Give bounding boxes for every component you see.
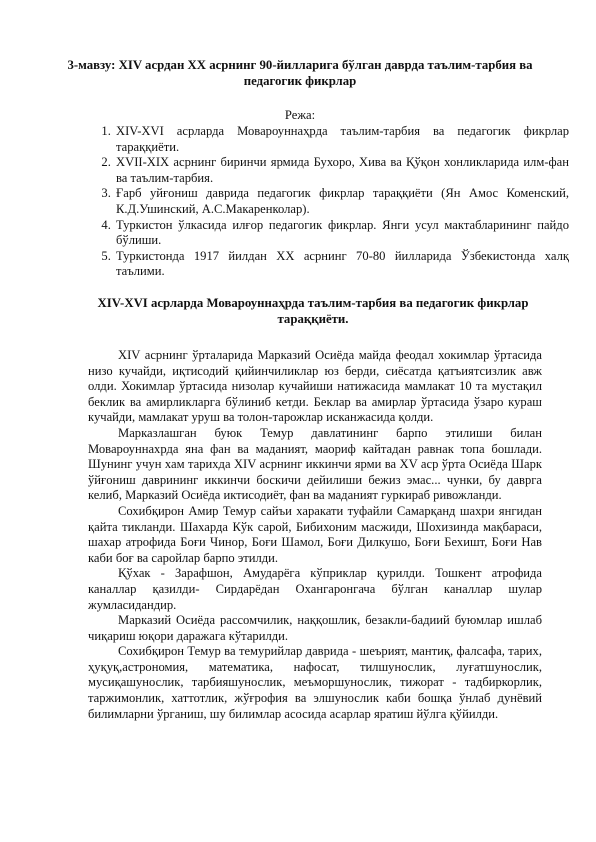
plan-item: 2. XVII-XIX асрнинг биринчи ярмида Бухоро, Хива ва Қўқон хонликларида илм-фан ва таълим-тарбия. xyxy=(114,155,569,186)
paragraph: Қўхак - Зарафшон, Амударёга кўприклар қурилди. Тошкент атрофида каналлар қазилди- Сирдарёдан Охангаронгача бўлган каналлар шулар жумласидандир. xyxy=(88,566,542,612)
plan-list xyxy=(88,124,569,280)
paragraph: Сохибқирон Амир Темур сайъи харакати туфайли Самарқанд шахри янгидан қайта тикланди. Шахарда Кўк сарой, Бибихоним масжиди, Шохизинда мақбараси, шахар атрофида Боғи Чинор, Боғи Шамол, Боғи Дилкушо, Боғи Бехишт, Боғи Нав каби боғ ва саройлар барпо этилди. xyxy=(88,503,542,565)
plan-item: 5. Туркистонда 1917 йилдан XX асрнинг 70-80 йилларида Ўзбекистонда халқ таълими. xyxy=(114,249,569,280)
paragraph: XIV асрнинг ўрталарида Марказий Осиёда майда феодал хокимлар ўртасида низо кучайди, иқтисодий қийинчиликлар юз берди, сиёсатда қатъиятсизлик авж олди. Хокимлар ўртасида низолар кучайиши натижасида мамлакат 10 та мустақил беклик ва амирликларга бўлиниб кетди. Беклар ва амирлар ўртасида ўзаро кураш кучайди, мамлакат уруш ва толон-тарожлар исканжасида қолди. xyxy=(88,348,542,425)
paragraph: Сохибқирон Темур ва темурийлар даврида - шеърият, мантиқ, фалсафа, тарих, ҳуқуқ,астрономия, математика, нафосат, тилшунослик, луғатшунослик, мусиқашунослик, тарбияшунослик, меъморшунослик, тижорат - тадбиркорлик, таржимонлик, хаттотлик, жўғрофия ва элшунослик каби бошқа ўнлаб дунёвий билимларни ўрганиш, шу билимлар асосида асарлар яратиш йўлга қўйилди. xyxy=(88,644,542,721)
body-text xyxy=(88,348,542,722)
plan-item: 3. Ғарб уйғониш даврида педагогик фикрлар тараққиёти (Ян Амос Коменский, К.Д.Ушинский, А.С.Макаренколар). xyxy=(114,186,569,217)
plan-label: Режа: xyxy=(284,108,316,122)
plan-item: 4. Туркистон ўлкасида илғор педагогик фикрлар. Янги усул мактабларининг пайдо бўлиши. xyxy=(114,218,569,249)
paragraph: Марказлашган буюк Темур давлатининг барпо этилиши билан Мовароуннахрда яна фан ва маданият, маориф кайтадан равнак топа бошлади. Шунинг учун хам тарихда XIV асрнинг иккинчи ярми ва XV аср ўрта Осиёда Шарк ўйғониш даврининг иккинчи боскичи дейилиши бежиз эмас... чунки, бу даврга келиб, Марказий Осиёда иктисодиёт, фан ва маданият гуркираб ривожланди. xyxy=(88,425,542,503)
section-title: XIV-XVI асрларда Мовароуннаҳрда таълим-тарбия ва педагогик фикрлар тараққиёти. xyxy=(97,296,529,326)
plan-item: 1. XIV-XVI асрларда Мовароуннаҳрда таълим-тарбия ва педагогик фикрлар тараққиёти. xyxy=(114,124,569,155)
page-title: 3-мавзу: XIV асрдан XX асрнинг 90-йилларига бўлган даврда таълим-тарбия ва педагогик фикрлар xyxy=(67,58,533,88)
paragraph: Марказий Осиёда рассомчилик, наққошлик, безакли-бадиий буюмлар ишлаб чиқариш юқори даражага кўтарилди. xyxy=(88,613,542,643)
